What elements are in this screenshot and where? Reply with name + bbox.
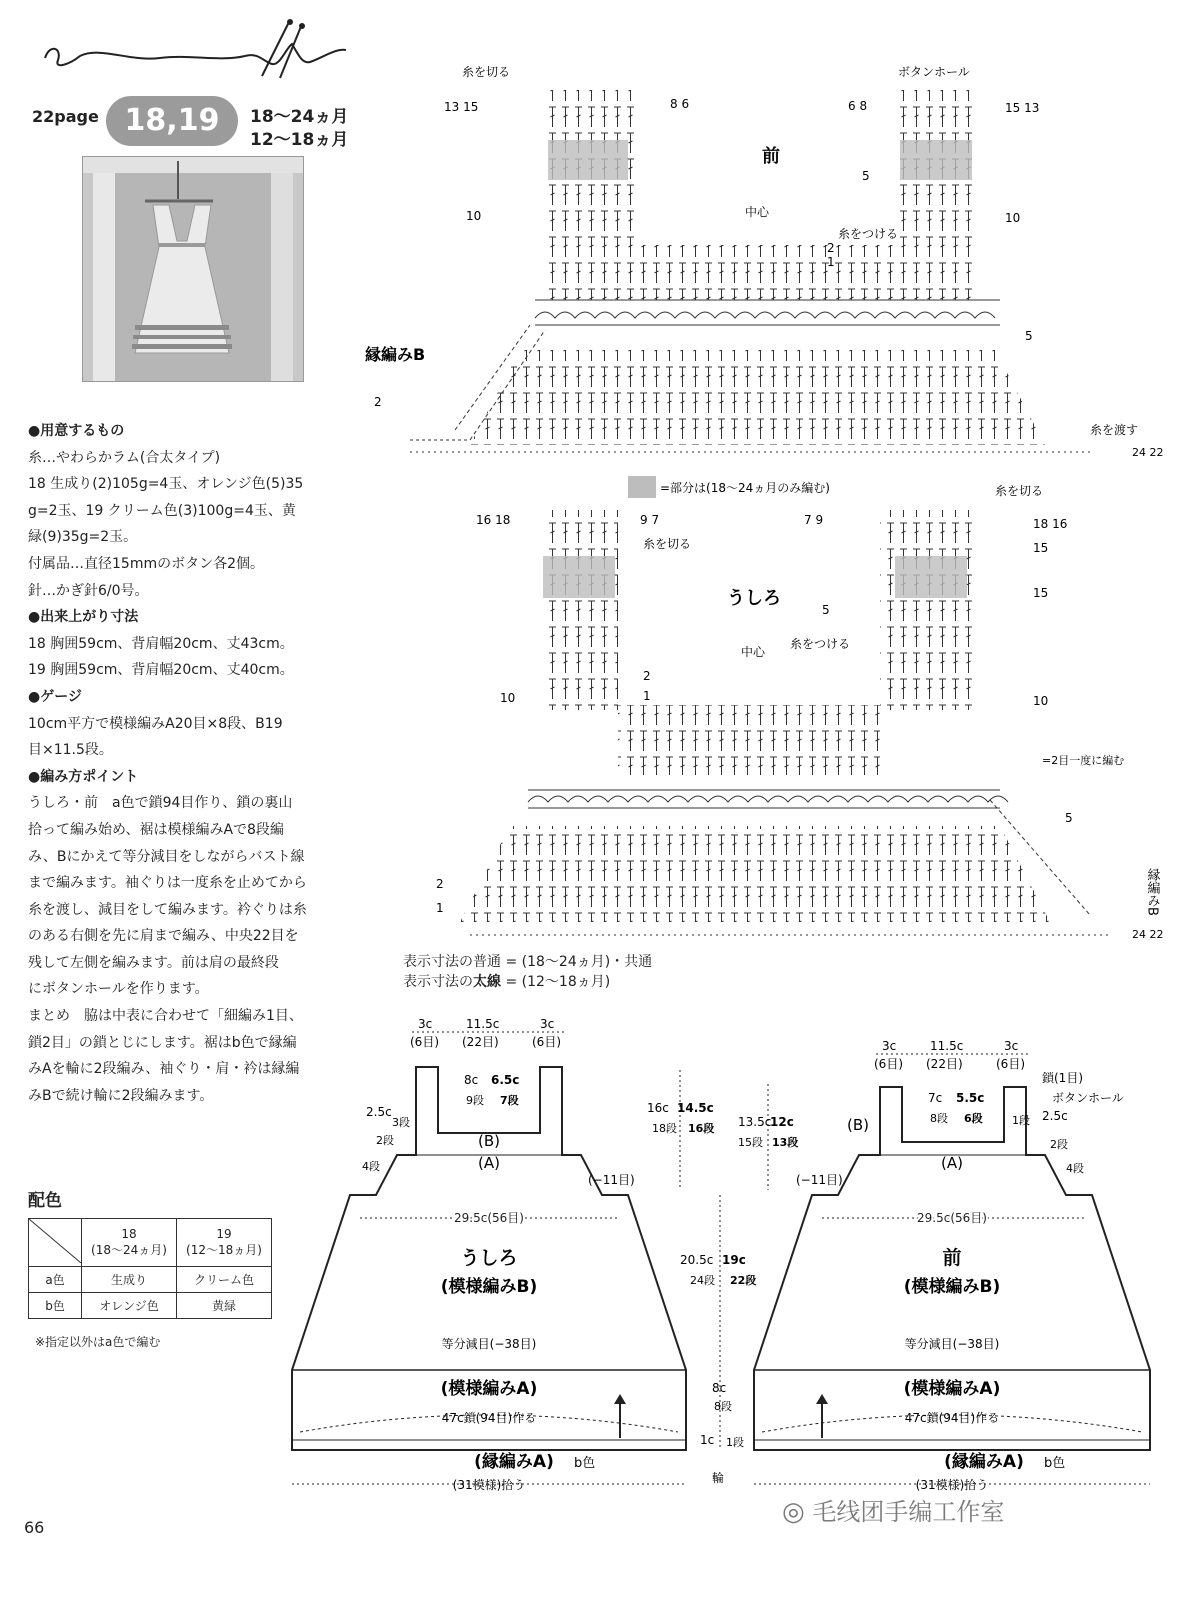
schematic-back-strap-h2: 6.5c — [491, 1073, 520, 1087]
materials-line: 鎖2目」の鎖とじにします。裾はb色で縁編 — [28, 1034, 297, 1051]
row-b-label: b色 — [29, 1293, 82, 1319]
wechat-icon: ◎ — [782, 1497, 805, 1527]
front-left-strap — [545, 90, 635, 300]
page-number: 66 — [24, 1518, 45, 1537]
center-edge-r: 1段 — [726, 1436, 744, 1449]
front-skirt — [470, 350, 1045, 445]
materials-line: まで編みます。袖ぐりは一度糸を止めてから — [28, 875, 307, 892]
schematic-front-pattern-b: (模様編みB) — [903, 1277, 1001, 1297]
schematic-back-pattern-b: (模様編みB) — [440, 1277, 538, 1297]
schematic-front-neck-st: (22目) — [926, 1057, 963, 1071]
back-row-10-right: 10 — [1033, 694, 1049, 708]
materials-line: ●出来上がり寸法 — [28, 609, 139, 626]
schematic-front-pattern-a: (模様編みA) — [903, 1379, 1001, 1399]
schematic-front-edge: (縁編みA) — [944, 1452, 1024, 1472]
back-rows-7-9: 7 9 — [804, 513, 824, 527]
materials-line: 残して左側を編みます。前は肩の最終段 — [28, 954, 279, 971]
back-cut-yarn-right: 糸を切る — [995, 484, 1044, 498]
center-side-r1: 15段 — [738, 1136, 763, 1149]
scale-note-normal: 表示寸法の普通 = (18〜24ヵ月)・共通 — [403, 954, 653, 970]
legend-shaded-text: =部分は(18〜24ヵ月のみ編む) — [660, 481, 830, 495]
materials-line: 付属品…直径15mmのボタン各2個。 — [28, 555, 264, 572]
center-body-r2: 22段 — [730, 1274, 757, 1287]
schematic-front-arm-r3: 4段 — [1066, 1162, 1084, 1175]
materials-line: 18 胸囲59cm、背肩幅20cm、丈43cm。 — [28, 635, 294, 652]
header-19: 19 — [216, 1227, 232, 1241]
front-center-label: 中心 — [745, 205, 770, 219]
schematic-front-strap-h1: 7c — [928, 1091, 943, 1105]
center-armhole-r1: 18段 — [652, 1122, 677, 1135]
header-18: 18 — [121, 1227, 137, 1241]
schematic-front-chain1: 鎖(1目) — [1042, 1071, 1083, 1085]
front-row-1: 1 — [827, 255, 835, 269]
materials-line: みBで続け輪に2段編みます。 — [28, 1087, 214, 1104]
center-side-h2: 12c — [770, 1115, 794, 1129]
center-hem-h: 8c — [712, 1381, 727, 1395]
schematic-back-title: うしろ — [460, 1247, 518, 1269]
schematic-front-pickup: (31模様)拾う — [915, 1478, 989, 1492]
front-right-strap — [900, 90, 975, 300]
schematic-front-width: 29.5c(56目) — [917, 1211, 987, 1225]
materials-line: 糸を渡し、減目をして編みます。衿ぐりは糸 — [28, 901, 307, 918]
schematic-front-shoulder-st-right: (6目) — [996, 1057, 1025, 1071]
front-row-2-left: 2 — [374, 395, 382, 409]
schematic-back-arm-r1: 3段 — [392, 1116, 410, 1129]
center-armhole-r2: 16段 — [688, 1122, 715, 1135]
row-a-label: a色 — [29, 1267, 82, 1293]
header-18-sub: (18〜24ヵ月) — [91, 1243, 167, 1257]
front-rows-24-22: 24 22 — [1132, 446, 1164, 459]
materials-line: ●ゲージ — [28, 688, 82, 705]
center-side-r2: 13段 — [772, 1136, 799, 1149]
center-body-r1: 24段 — [690, 1274, 715, 1287]
materials-line: 目×11.5段。 — [28, 742, 113, 759]
back-row-5: 5 — [822, 603, 830, 617]
materials-line: 18 生成り(2)105g=4玉、オレンジ色(5)35 — [28, 476, 304, 493]
schematic-back-strap-h1: 8c — [464, 1073, 479, 1087]
watermark-text: 毛线团手编工作室 — [812, 1498, 1005, 1526]
scale-note-bold-suffix: = (12〜18ヵ月) — [501, 974, 611, 990]
front-stitch-chart — [410, 90, 1090, 452]
schematic-back-neck-w: 11.5c — [466, 1017, 500, 1031]
schematic-front-strap-r2: 6段 — [964, 1112, 983, 1125]
materials-line: のある右側を先に肩まで編み、中央22目を — [28, 928, 299, 945]
schematic-front-strap-r1: 8段 — [930, 1112, 948, 1125]
center-armhole-h2: 14.5c — [677, 1101, 714, 1115]
back-bodice — [618, 705, 880, 775]
back-skirt — [460, 826, 1050, 922]
schematic-front-shoulder-st-left: (6目) — [874, 1057, 903, 1071]
back-row-1-top: 1 — [643, 689, 651, 703]
materials-line: 糸…やわらかラム(合太タイプ) — [28, 449, 221, 466]
front-rows-6-8: 6 8 — [848, 99, 868, 113]
materials-line: 針…かぎ針6/0号。 — [28, 582, 149, 599]
back-rows-16-18: 16 18 — [476, 513, 511, 527]
schematic-front-shoulder-w-left: 3c — [882, 1039, 897, 1053]
front-cut-yarn-label: 糸を切る — [462, 65, 511, 79]
schematic-back-edge: (縁編みA) — [474, 1452, 554, 1472]
center-body-h2: 19c — [722, 1253, 746, 1267]
back-row-1-left: 1 — [436, 901, 444, 915]
schematic-front-armhole-dec: (−11目) — [796, 1173, 843, 1187]
materials-line: g=2玉、19 クリーム色(3)100g=4玉、黄 — [28, 502, 296, 519]
front-right-shade — [900, 140, 972, 180]
page-reference: 22page — [32, 107, 99, 126]
schematic-back-label-b: (B) — [478, 1132, 500, 1150]
back-row-15-b: 15 — [1033, 586, 1049, 600]
legend-shaded-swatch — [628, 476, 656, 498]
schematic-back-arm-r3: 4段 — [362, 1160, 380, 1173]
schematic-front-arm-r2: 2段 — [1050, 1138, 1068, 1151]
schematic-front-arm-r1: 1段 — [1012, 1114, 1030, 1127]
row-a-18: 生成り — [82, 1267, 177, 1293]
schematic-front-b-color: b色 — [1044, 1456, 1066, 1471]
schematic-back-strap-r2: 7段 — [500, 1094, 519, 1107]
schematic-front-arm-w: 2.5c — [1042, 1109, 1068, 1123]
center-body-h1: 20.5c — [680, 1253, 714, 1267]
materials-line: みAを輪に2段編み、袖ぐり・肩・衿は縁編 — [28, 1061, 300, 1078]
front-fan-row — [535, 300, 1000, 325]
legend-dec-text: =2目一度に編む — [1042, 754, 1125, 767]
scale-note-bold-prefix: 表示寸法の — [403, 974, 473, 990]
front-rows-8-6: 8 6 — [670, 97, 690, 111]
front-rows-13-15: 13 15 — [444, 100, 479, 114]
schematic-back-b-color: b色 — [574, 1456, 596, 1471]
schematic-back-shoulder-w-right: 3c — [540, 1017, 555, 1031]
materials-line: 拾って編み始め、裾は模様編みAで8段編 — [28, 821, 284, 838]
back-row-2-top: 2 — [643, 669, 651, 683]
size-19-label: 12〜18ヵ月 — [250, 130, 349, 150]
front-row-2: 2 — [827, 241, 835, 255]
back-center-label: 中心 — [741, 645, 766, 659]
schematic-back-label-a: (A) — [478, 1154, 500, 1172]
materials-line: にボタンホールを作ります。 — [28, 981, 209, 998]
back-right-strap — [880, 510, 975, 710]
schematic-front-dec: 等分減目(−38目) — [904, 1337, 1000, 1351]
back-stitch-chart — [460, 510, 1110, 935]
schematic-back-shoulder-st-left: (6目) — [410, 1035, 439, 1049]
schematic-front-title: 前 — [942, 1247, 962, 1269]
center-hem-r: 8段 — [714, 1400, 732, 1413]
back-row-5-right: 5 — [1065, 811, 1073, 825]
schematic-back-arm-r2: 2段 — [376, 1134, 394, 1147]
schematic-front-label-b: (B) — [847, 1116, 869, 1134]
row-a-19: クリーム色 — [177, 1267, 272, 1293]
back-left-strap — [543, 510, 618, 710]
materials-line: ●用意するもの — [28, 423, 125, 439]
materials-line: 19 胸囲59cm、背肩幅20cm、丈40cm。 — [28, 662, 294, 679]
front-row-5-right: 5 — [1025, 329, 1033, 343]
back-chart-title: うしろ — [727, 588, 781, 609]
back-attach-yarn-label: 糸をつける — [790, 637, 851, 651]
center-armhole-h1: 16c — [647, 1101, 669, 1115]
back-edge-label: 縁編みB — [1144, 868, 1160, 916]
schematic-back-pickup: (31模様)拾う — [452, 1478, 526, 1492]
row-b-19: 黄緑 — [177, 1293, 272, 1319]
schematic-front-buttonhole: ボタンホール — [1052, 1091, 1124, 1105]
color-table-title: 配色 — [28, 1191, 62, 1211]
center-ring: 輪 — [712, 1471, 725, 1485]
back-rows-9-7: 9 7 — [640, 513, 660, 527]
scale-notes — [403, 952, 652, 992]
front-row-5: 5 — [862, 169, 870, 183]
header-19-sub: (12〜18ヵ月) — [186, 1243, 262, 1257]
materials-line: み、Bにかえて等分減目をしながらバスト線 — [28, 848, 305, 865]
schematic-back-neck-st: (22目) — [462, 1035, 499, 1049]
schematic-back-armhole-dec: (−11目) — [588, 1173, 635, 1187]
schematic-front-label-a: (A) — [941, 1154, 963, 1172]
materials-line: まとめ 脇は中表に合わせて「細編み1目、 — [28, 1008, 303, 1025]
color-note: ※指定以外はa色で編む — [35, 1335, 161, 1349]
schematic-front-neck-w: 11.5c — [930, 1039, 964, 1053]
back-right-shade — [895, 556, 967, 598]
schematic-back-arm-w: 2.5c — [366, 1105, 392, 1119]
schematic-front-shoulder-w-right: 3c — [1004, 1039, 1019, 1053]
front-row-10-left: 10 — [466, 209, 482, 223]
back-left-shade — [543, 556, 615, 598]
schematic-back-chain: 47c鎖(94目)作る — [441, 1411, 537, 1425]
schematic-back-dec: 等分減目(−38目) — [441, 1337, 537, 1351]
materials-line: 10cm平方で模様編みA20目×8段、B19 — [28, 715, 283, 732]
front-left-shade — [548, 140, 628, 180]
front-pass-yarn-label: 糸を渡す — [1090, 423, 1139, 437]
front-row-10-right: 10 — [1005, 211, 1021, 225]
front-bodice — [635, 245, 900, 300]
schematic-back-shoulder-st-right: (6目) — [532, 1035, 561, 1049]
front-attach-yarn-label: 糸をつける — [838, 227, 899, 241]
front-edge-label: 縁編みB — [365, 345, 426, 364]
back-row-10-left: 10 — [500, 691, 516, 705]
center-side-h1: 13.5c — [738, 1115, 772, 1129]
back-row-15-a: 15 — [1033, 541, 1049, 555]
materials-line: ●編み方ポイント — [28, 768, 139, 785]
schematic-front-chain: 47c鎖(94目)作る — [904, 1411, 1000, 1425]
front-rows-15-13: 15 13 — [1005, 101, 1040, 115]
schematic-back-width: 29.5c(56目) — [454, 1211, 524, 1225]
front-buttonhole-label: ボタンホール — [898, 65, 970, 79]
size-18-label: 18〜24ヵ月 — [250, 107, 349, 127]
row-b-18: オレンジ色 — [82, 1293, 177, 1319]
schematic-back-pattern-a: (模様編みA) — [440, 1379, 538, 1399]
materials-line: 緑(9)35g=2玉。 — [28, 529, 138, 546]
center-edge-h: 1c — [700, 1433, 715, 1447]
front-chart-title: 前 — [762, 146, 780, 167]
scale-note-bold-word: 太線 — [473, 974, 501, 990]
watermark — [782, 1492, 1004, 1527]
scale-note-bold — [403, 972, 652, 992]
back-rows-24-22: 24 22 — [1132, 928, 1164, 941]
materials-line: うしろ・前 a色で鎖94目作り、鎖の裏山 — [28, 795, 293, 812]
schematic-back-strap-r1: 9段 — [466, 1094, 484, 1107]
back-rows-18-16: 18 16 — [1033, 517, 1068, 531]
schematic-back-shoulder-w-left: 3c — [418, 1017, 433, 1031]
schematic-front-strap-h2: 5.5c — [956, 1091, 985, 1105]
pattern-number-badge: 18,19 — [106, 96, 238, 146]
back-row-2-left: 2 — [436, 877, 444, 891]
back-cut-yarn-left: 糸を切る — [643, 537, 692, 551]
